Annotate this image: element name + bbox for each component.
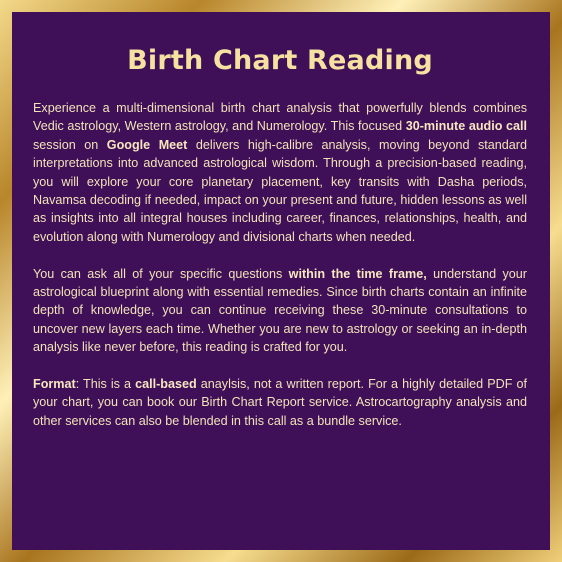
intro-text-1: Experience a multi-dimensional birth chart analysis that powerfully blends combines Vedic astrology, Western astrology, and Numerology. This focused <box>33 101 527 134</box>
format-label: Format <box>33 377 76 392</box>
questions-text-1: You can ask all of your specific questions <box>33 266 289 281</box>
questions-paragraph <box>33 265 527 357</box>
format-paragraph <box>33 375 527 430</box>
intro-bold-duration: 30-minute audio call <box>405 119 527 134</box>
format-text-1: : This is a <box>75 377 136 392</box>
intro-text-3: delivers high-calibre analysis, moving beyond standard interpretations into advanced astrological wisdom. Through a precision-based reading, you will explore your core planetary placement, key transits with Dasha periods, Navamsa decoding if needed, impact on your present and future, hidden lessons as well as insights into all integral houses including career, finances, relationships, health, and evolution along with Numerology and divisional charts when needed. <box>33 137 527 244</box>
intro-text-2: session on <box>33 137 107 152</box>
content-panel <box>12 12 550 550</box>
format-text-2: anaylsis, not a written report. For a highly detailed PDF of your chart, you can book our Birth Chart Report service. Astrocartography analysis and other services can also be blended in this call as a bundle service. <box>33 377 527 428</box>
page-title: Birth Chart Reading <box>127 45 433 76</box>
questions-text-2: understand your astrological blueprint along with essential remedies. Since birth charts contain an infinite depth of knowledge, you can continue receiving these 30-minute consultations to uncover new layers each time. Whether you are new to astrology or seeking an in-depth analysis like never before, this reading is crafted for you. <box>33 266 527 355</box>
intro-bold-platform: Google Meet <box>106 137 188 152</box>
format-bold-call-based: call-based <box>135 377 197 392</box>
questions-bold-timeframe: within the time frame, <box>288 266 427 281</box>
intro-paragraph <box>33 99 527 246</box>
